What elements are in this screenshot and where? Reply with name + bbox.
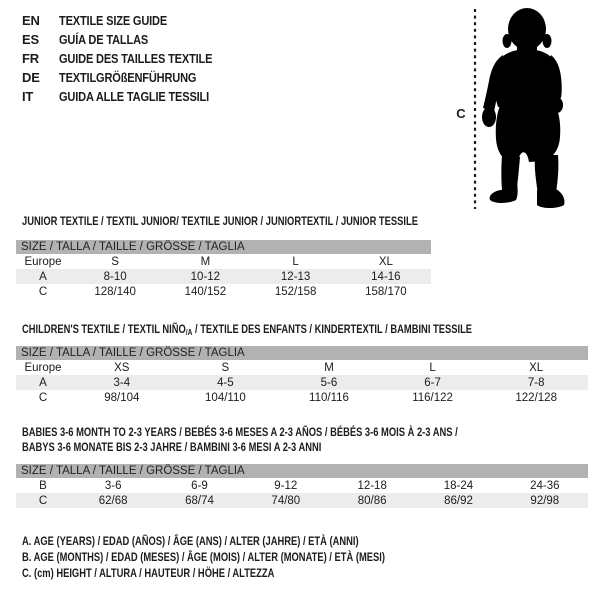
height-cell: 152/158 [274, 285, 317, 298]
height-measure-figure [468, 5, 578, 215]
age-cell: 6-7 [381, 375, 485, 390]
size-header-label: SIZE / TALLA / TAILLE / GRÖSSE / TAGLIA [16, 240, 431, 254]
row-label: A [16, 269, 70, 284]
age-cell: 24-36 [530, 479, 560, 492]
row-label: C [38, 285, 48, 298]
table-row-age [16, 375, 588, 390]
height-cell: 80/86 [329, 493, 415, 508]
age-cell: 6-9 [191, 479, 208, 492]
row-label: Europe [24, 361, 62, 374]
language-row-fr [22, 49, 239, 68]
language-code: FR [22, 51, 39, 66]
age-cell: 4-5 [174, 375, 278, 390]
height-cell: 68/74 [156, 493, 242, 508]
table-row-height [16, 493, 588, 508]
height-cell: 158/170 [365, 285, 407, 298]
language-row-it [22, 87, 239, 106]
row-label: C [16, 493, 70, 508]
row-label: Europe [24, 255, 62, 268]
size-cell: L [292, 255, 299, 268]
age-cell: 18-24 [443, 479, 474, 492]
size-cell: M [324, 361, 334, 374]
table-row-age [16, 269, 431, 284]
height-cell: 98/104 [104, 391, 140, 404]
children-size-table [16, 346, 588, 405]
size-header-label: SIZE / TALLA / TAILLE / GRÖSSE / TAGLIA [16, 346, 588, 360]
size-header-label: SIZE / TALLA / TAILLE / GRÖSSE / TAGLIA [16, 464, 588, 478]
row-label: C [38, 391, 48, 404]
children-table-title: CHILDREN'S TEXTILE / TEXTIL $NIÑO_{/A}$ / TEXTILE DES ENFANTS / KINDERTEXTIL / BAMBINI TESSILE [22, 322, 473, 337]
size-cell: S [221, 361, 230, 374]
table-row-europe [16, 360, 588, 375]
size-cell: XL [529, 361, 544, 374]
height-cell: 92/98 [502, 493, 588, 508]
age-cell: 3-6 [104, 479, 122, 492]
babies-table-title-line1: BABIES 3-6 MONTH TO 2-3 YEARS / BEBÉS 3-6 MESES A 2-3 AÑOS / BÉBÉS 3-6 MOIS À 2-3 ANS / [22, 425, 458, 439]
footnote-height-cm: C. (cm) HEIGHT / ALTURA / HAUTEUR / HÖHE / ALTEZZA [22, 566, 275, 580]
language-row-es [22, 30, 239, 49]
size-cell: L [429, 361, 436, 374]
junior-size-table [16, 240, 431, 299]
age-cell: 9-12 [274, 479, 298, 492]
height-cell: 140/152 [184, 285, 227, 298]
size-header-row [16, 240, 431, 254]
language-title: GUIDE DES TAILLES TEXTILE [59, 51, 213, 66]
age-cell: 7-8 [484, 375, 588, 390]
height-cell: 122/128 [515, 391, 557, 404]
language-title: GUÍA DE TALLAS [59, 32, 149, 47]
size-header-row [16, 346, 588, 360]
age-cell: 12-18 [357, 479, 387, 492]
table-row-height [16, 390, 588, 405]
table-row-height [16, 284, 431, 299]
height-cell: 116/122 [412, 391, 453, 404]
legend-footnotes [22, 534, 487, 582]
height-cell: 62/68 [70, 493, 156, 508]
size-cell: XS [114, 361, 130, 374]
babies-size-table [16, 464, 588, 508]
language-code: DE [22, 70, 40, 85]
age-cell: 3-4 [70, 375, 174, 390]
language-header [22, 11, 239, 106]
size-cell: S [111, 255, 119, 268]
height-measure-label: C [456, 106, 466, 121]
footnote-age-years: A. AGE (YEARS) / EDAD (AÑOS) / ÂGE (ANS) / ALTER (JAHRE) / ETÀ (ANNI) [22, 534, 359, 548]
table-row-europe [16, 254, 431, 269]
size-cell: M [200, 255, 211, 268]
age-cell: 8-10 [70, 269, 160, 284]
height-cell: 110/116 [309, 391, 349, 404]
age-cell: 5-6 [277, 375, 381, 390]
row-label: A [16, 375, 70, 390]
height-cell: 86/92 [415, 493, 501, 508]
size-header-row [16, 464, 588, 478]
age-cell: 14-16 [341, 269, 431, 284]
language-title: TEXTILGRÖßENFÜHRUNG [59, 70, 197, 85]
toddler-silhouette-icon [482, 8, 564, 208]
height-cell: 74/80 [243, 493, 329, 508]
age-cell: 12-13 [251, 269, 341, 284]
height-cell: 128/140 [94, 285, 136, 298]
size-cell: XL [378, 255, 393, 268]
table-row-age-months [16, 478, 588, 493]
junior-table-title: JUNIOR TEXTILE / TEXTIL JUNIOR/ TEXTILE JUNIOR / JUNIORTEXTIL / JUNIOR TESSILE [22, 214, 418, 228]
language-code: EN [22, 13, 40, 28]
language-title: TEXTILE SIZE GUIDE [59, 13, 168, 28]
language-row-de [22, 68, 239, 87]
language-code: IT [22, 89, 34, 104]
height-cell: 104/110 [205, 391, 246, 404]
language-code: ES [22, 32, 39, 47]
age-cell: 10-12 [160, 269, 250, 284]
row-label: B [39, 479, 47, 492]
language-title: GUIDA ALLE TAGLIE TESSILI [59, 89, 210, 104]
footnote-age-months: B. AGE (MONTHS) / EDAD (MESES) / ÂGE (MOIS) / ALTER (MONATE) / ETÀ (MESI) [22, 550, 385, 564]
language-row-en [22, 11, 239, 30]
babies-table-title-line2: BABYS 3-6 MONATE BIS 2-3 JAHRE / BAMBINI 3-6 MESI A 2-3 ANNI [22, 440, 322, 454]
